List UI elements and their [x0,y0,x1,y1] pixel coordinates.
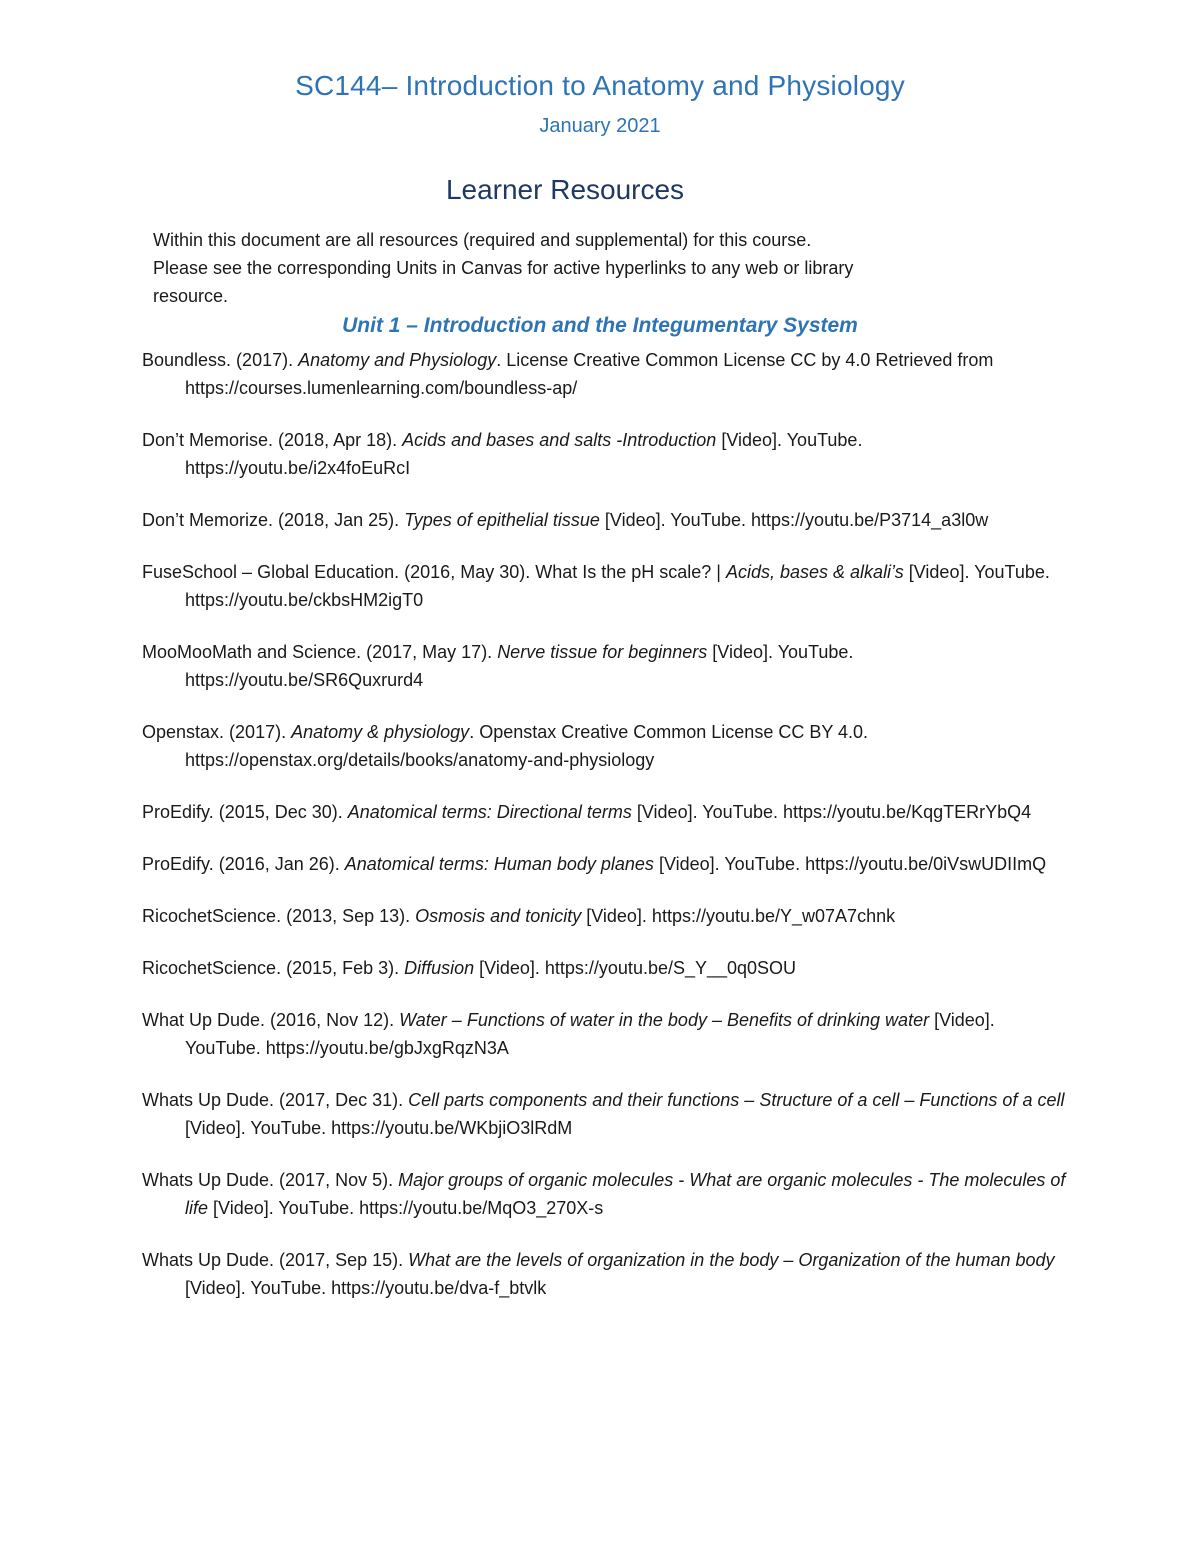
reference-details: [Video]. YouTube. https://youtu.be/SR6Quxrurd4 [185,642,854,690]
reference-entry [142,426,1072,482]
reference-title: Cell parts components and their functions – Structure of a cell – Functions of a cell [408,1090,1065,1110]
reference-author: Don’t Memorise. (2018, Apr 18). [142,430,403,450]
reference-author: RicochetScience. (2013, Sep 13). [142,906,416,926]
reference-entry [142,902,1072,930]
reference-details: [Video]. https://youtu.be/S_Y__0q0SOU [474,958,797,978]
reference-title: Acids and bases and salts -Introduction [402,430,717,450]
reference-details: [Video]. YouTube. https://youtu.be/WKbjiO3lRdM [185,1118,573,1138]
reference-title: What are the levels of organization in the body – Organization of the human body [408,1250,1055,1270]
reference-entry [142,1166,1072,1222]
reference-title: Types of epithelial tissue [404,510,600,530]
reference-details: [Video]. YouTube. https://youtu.be/gbJxgRqzN3A [185,1010,995,1058]
reference-title: Anatomy & physiology [291,722,470,742]
reference-list [142,346,1072,1326]
course-title: SC144– Introduction to Anatomy and Physiology [295,70,905,101]
reference-author: Boundless. (2017). [142,350,299,370]
reference-author: FuseSchool – Global Education. (2016, May 30). What Is the pH scale? | [142,562,726,582]
reference-entry [142,506,1072,534]
intro-line: Within this document are all resources (required and supplemental) for this course. [153,230,812,250]
intro-line: Please see the corresponding Units in Canvas for active hyperlinks to any web or library [153,258,854,278]
reference-author: MooMooMath and Science. (2017, May 17). [142,642,498,662]
reference-author: Whats Up Dude. (2017, Dec 31). [142,1090,409,1110]
reference-title: Diffusion [404,958,475,978]
reference-entry [142,346,1072,402]
reference-author: Don’t Memorize. (2018, Jan 25). [142,510,405,530]
reference-author: ProEdify. (2016, Jan 26). [142,854,345,874]
reference-author: Openstax. (2017). [142,722,292,742]
reference-details: [Video]. YouTube. https://youtu.be/dva-f_btvlk [185,1278,547,1298]
intro-paragraph [153,226,953,310]
reference-entry [142,850,1072,878]
reference-title: Water – Functions of water in the body – Benefits of drinking water [399,1010,930,1030]
course-date: January 2021 [539,115,661,137]
reference-title: Acids, bases & alkali’s [725,562,904,582]
reference-title: Anatomy and Physiology [298,350,497,370]
reference-entry [142,638,1072,694]
reference-author: RicochetScience. (2015, Feb 3). [142,958,405,978]
reference-details: . License Creative Common License CC by 4.0 Retrieved from https://courses.lumenlearning.com/boundless-ap/ [185,350,994,398]
reference-details: . Openstax Creative Common License CC BY 4.0. https://openstax.org/details/books/anatomy-and-physiology [185,722,869,770]
reference-details: [Video]. YouTube. https://youtu.be/i2x4foEuRcI [185,430,863,478]
reference-title: Major groups of organic molecules - What are organic molecules - The molecules of life [185,1170,1066,1218]
reference-entry [142,1006,1072,1062]
reference-title: Anatomical terms: Directional terms [347,802,632,822]
reference-details: [Video]. YouTube. https://youtu.be/MqO3_270X-s [208,1198,604,1218]
reference-title: Anatomical terms: Human body planes [344,854,654,874]
reference-entry [142,954,1072,982]
reference-entry [142,558,1072,614]
reference-entry [142,1246,1072,1302]
section-title: Learner Resources [445,174,685,205]
reference-details: [Video]. YouTube. https://youtu.be/0iVswUDIImQ [653,854,1047,874]
reference-entry [142,718,1072,774]
reference-details: [Video]. YouTube. https://youtu.be/P3714_a3l0w [599,510,989,530]
reference-title: Osmosis and tonicity [415,906,582,926]
reference-details: [Video]. https://youtu.be/Y_w07A7chnk [581,906,896,926]
reference-author: What Up Dude. (2016, Nov 12). [142,1010,400,1030]
reference-entry [142,798,1072,826]
reference-details: [Video]. YouTube. https://youtu.be/KqgTERrYbQ4 [631,802,1032,822]
reference-entry [142,1086,1072,1142]
unit-heading: Unit 1 – Introduction and the Integumentary System [342,314,858,337]
reference-details: [Video]. YouTube. https://youtu.be/ckbsHM2igT0 [185,562,1050,610]
reference-author: ProEdify. (2015, Dec 30). [142,802,348,822]
reference-author: Whats Up Dude. (2017, Sep 15). [142,1250,409,1270]
reference-title: Nerve tissue for beginners [497,642,708,662]
reference-author: Whats Up Dude. (2017, Nov 5). [142,1170,399,1190]
intro-line: resource. [153,286,229,306]
